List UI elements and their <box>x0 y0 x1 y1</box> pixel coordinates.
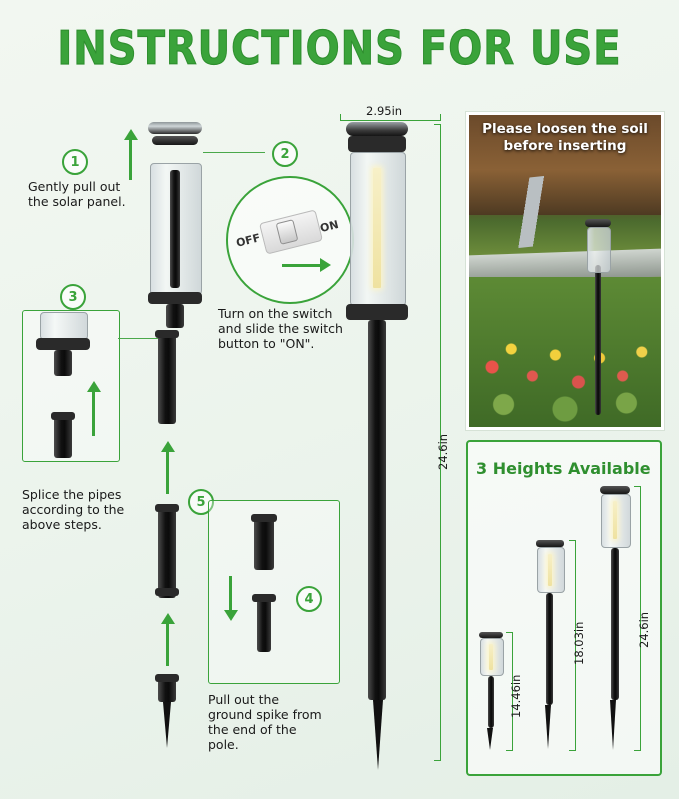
step4-pole-upper <box>254 516 274 570</box>
height-large-label: 24.6in <box>637 611 651 648</box>
height-small-lamp-pole <box>488 676 494 728</box>
step4-spike-shaft <box>257 596 271 652</box>
step2-caption-line3: button to "ON". <box>218 336 315 351</box>
step3-upper-pipe <box>54 350 72 376</box>
height-medium-lamp-spike-icon <box>545 705 551 749</box>
step1-caption-line1: Gently pull out <box>28 179 121 194</box>
height-large-lamp-spike-icon <box>610 700 616 750</box>
step1-lamp-base-ring <box>148 292 202 304</box>
assembly-arrow-stem-a <box>166 452 169 494</box>
garden-photo-lamp-top <box>585 219 611 227</box>
step-number-3: 3 <box>60 284 86 310</box>
step3-caption-line3: above steps. <box>22 517 102 532</box>
shovel-icon <box>481 172 591 251</box>
garden-photo-flowers <box>469 277 661 427</box>
main-lamp-solar-top <box>346 122 408 136</box>
step4-pole-collar <box>251 514 277 522</box>
height-medium-lamp-filament <box>548 554 552 586</box>
step3-lower-pipe <box>54 414 72 458</box>
height-medium-dim-tick-bottom <box>569 750 576 751</box>
step3-caption-line1: Splice the pipes <box>22 487 122 502</box>
step1-arrow-up-icon <box>124 129 138 140</box>
solar-panel-collar <box>152 136 198 145</box>
garden-photo-lamp-pole <box>595 265 601 415</box>
main-lamp-filament <box>373 168 381 288</box>
assembly-pipe-2 <box>158 506 176 598</box>
height-medium-lamp-pole <box>546 593 553 705</box>
garden-photo <box>466 112 664 430</box>
step3-arrow-stem <box>92 392 95 436</box>
step-number-1: 1 <box>62 149 88 175</box>
step3-leader <box>118 338 162 339</box>
height-dimension-tick-top <box>434 124 441 125</box>
garden-photo-caption-line2: before inserting <box>503 138 627 154</box>
step-number-4: 4 <box>296 586 322 612</box>
main-lamp-base-ring <box>346 304 408 320</box>
assembly-arrow-up-icon-b <box>161 613 175 624</box>
step1-to-step2-leader <box>203 152 265 153</box>
step4-caption-line2: ground spike from <box>208 707 322 722</box>
height-large-dim-tick-top <box>634 486 641 487</box>
height-small-dim-tick-bottom <box>506 750 513 751</box>
heights-available-title: 3 Heights Available <box>476 459 651 478</box>
step3-collar <box>36 338 90 350</box>
width-dimension-tick-right <box>440 114 441 121</box>
switch-arrow-right-icon <box>320 258 331 272</box>
height-large-lamp-top <box>600 486 630 494</box>
garden-photo-caption-line1: Please loosen the soil <box>482 121 648 137</box>
height-medium-lamp-top <box>536 540 564 547</box>
switch-off-label: OFF <box>234 231 262 250</box>
step4-arrow-down-icon <box>224 610 238 621</box>
step4-caption-line4: pole. <box>208 737 239 752</box>
height-large-lamp-pole <box>611 548 619 700</box>
height-large-dim-tick-bottom <box>634 750 641 751</box>
height-dimension-label: 24.6in <box>436 433 450 470</box>
step1-caption-line2: the solar panel. <box>28 194 126 209</box>
assembly-pipe-2-mid-collar <box>155 588 179 596</box>
switch-arrow-stem <box>282 264 320 267</box>
assembly-pipe-2-collar <box>155 504 179 512</box>
step3-caption-line2: according to the <box>22 502 125 517</box>
width-dimension-line <box>340 120 440 121</box>
solar-panel-top <box>148 122 202 134</box>
garden-photo-lamp-glass <box>587 227 611 273</box>
step2-caption-line2: and slide the switch <box>218 321 343 336</box>
height-medium-label: 18.03in <box>572 621 586 665</box>
main-lamp-pole <box>368 320 386 700</box>
height-small-lamp-spike-icon <box>487 728 493 750</box>
step3-glass-bottom <box>40 312 88 340</box>
page-title: INSTRUCTIONS FOR USE <box>57 22 622 76</box>
height-large-lamp-filament <box>613 501 617 539</box>
assembly-arrow-stem-b <box>166 624 169 666</box>
step4-spike-collar <box>252 594 276 602</box>
step1-lamp-inner-pole <box>170 170 180 288</box>
step1-lamp-pole <box>166 304 184 328</box>
width-dimension-label: 2.95in <box>366 104 403 118</box>
assembly-ground-spike-icon <box>163 702 171 748</box>
step3-arrow-up-icon <box>87 381 101 392</box>
step3-lower-pipe-collar <box>51 412 75 420</box>
main-lamp-ground-spike-icon <box>373 700 383 770</box>
main-lamp-top-collar <box>348 136 406 152</box>
height-medium-dim-tick-top <box>569 540 576 541</box>
step4-caption-line3: the end of the <box>208 722 297 737</box>
step-number-2: 2 <box>272 141 298 167</box>
assembly-spike-collar <box>155 674 179 682</box>
height-dimension-tick-bottom <box>434 760 441 761</box>
height-small-lamp-filament <box>489 644 493 670</box>
step2-caption-line1: Turn on the switch <box>218 306 333 321</box>
height-small-label: 14.46in <box>509 674 523 718</box>
assembly-pipe-1-collar <box>155 330 179 338</box>
step4-arrow-stem <box>229 576 232 610</box>
assembly-arrow-up-icon-a <box>161 441 175 452</box>
height-small-dim-tick-top <box>506 632 513 633</box>
step-number-5: 5 <box>188 489 214 515</box>
step4-caption-line1: Pull out the <box>208 692 280 707</box>
step1-arrow-stem <box>129 140 132 180</box>
width-dimension-tick-left <box>340 114 341 121</box>
assembly-pipe-1 <box>158 332 176 424</box>
heights-available-box <box>466 440 662 776</box>
switch-on-label: ON <box>318 217 340 236</box>
